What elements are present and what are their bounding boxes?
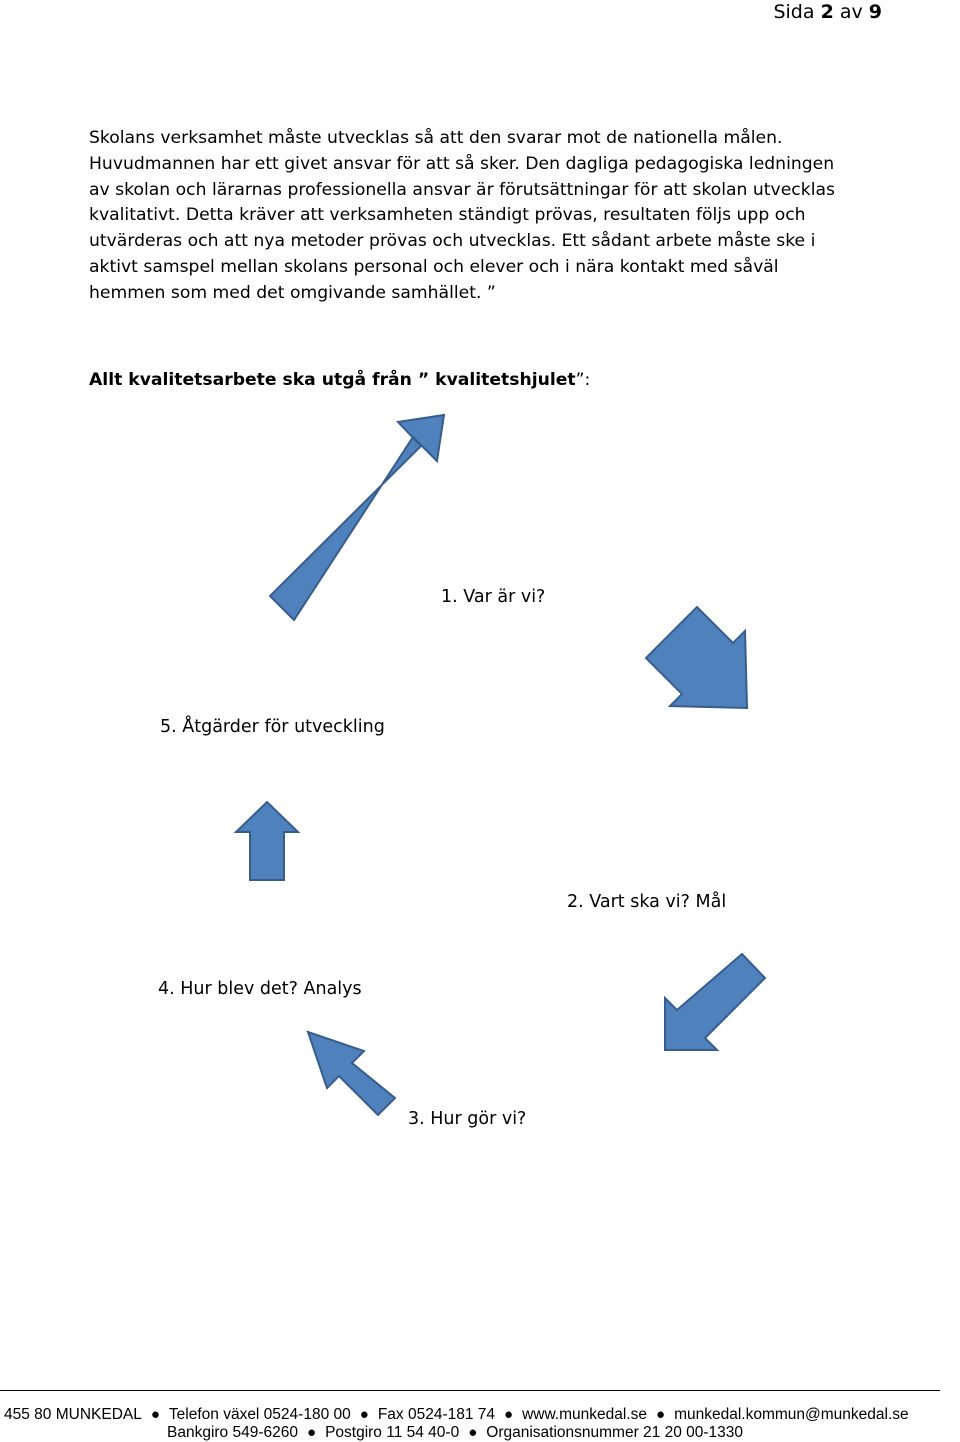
bullet-icon: ● [504,1406,514,1423]
bullet-icon: ● [150,1406,160,1423]
footer-website: www.munkedal.se [522,1406,647,1423]
paragraph-line: aktivt samspel mellan skolans personal och elever och i nära kontakt med såväl [89,256,779,277]
wheel-step-2: 2. Vart ska vi? Mål [567,892,727,912]
footer-phone: Telefon växel 0524-180 00 [168,1406,351,1423]
footer-email: munkedal.kommun@munkedal.se [674,1406,909,1423]
paragraph-line: kvalitativt. Detta kräver att verksamheten ständigt prövas, resultaten följs upp och [89,205,806,226]
paragraph-line: hemmen som med det omgivande samhället. ” [89,282,496,303]
page-number-current: 2 [820,1,834,23]
footer-line-1 [4,1405,909,1424]
arrow-up-left-icon [308,1032,395,1115]
bullet-icon: ● [656,1406,666,1423]
heading-text: Allt kvalitetsarbete ska utgå från ” kvalitetshjulet [89,370,576,390]
page-number-prefix: Sida [773,1,821,23]
footer-org-number: Organisationsnummer 21 20 00-1330 [486,1424,744,1441]
footer-bankgiro: Bankgiro 549-6260 [167,1424,298,1441]
page-number-middle: av [833,1,869,23]
footer-divider [0,1390,940,1391]
arrow-down-right-icon [646,607,747,708]
wheel-step-4: 4. Hur blev det? Analys [158,979,362,999]
footer-fax: Fax 0524-181 74 [377,1406,496,1423]
arrow-up-right-icon [270,415,444,620]
heading-after: ”: [575,370,591,390]
footer-line-2 [167,1423,743,1442]
bullet-icon: ● [468,1424,478,1441]
paragraph-line: av skolan och lärarnas professionella ansvar är förutsättningar för att skolan utvecklas [89,179,835,200]
footer-postgiro: Postgiro 11 54 40-0 [325,1424,460,1441]
footer-address: 455 80 MUNKEDAL [4,1406,142,1423]
bullet-icon: ● [307,1424,317,1441]
paragraph-line: utvärderas och att nya metoder prövas och utvecklas. Ett sådant arbete måste ske i [89,231,816,252]
arrow-up-icon [236,802,298,880]
wheel-step-1: 1. Var är vi? [441,587,546,607]
wheel-step-3: 3. Hur gör vi? [408,1109,527,1129]
bullet-icon: ● [359,1406,369,1423]
paragraph-line: Skolans verksamhet måste utvecklas så att den svarar mot de nationella målen. [89,128,783,148]
paragraph-line: Huvudmannen har ett givet ansvar för att så sker. Den dagliga pedagogiska ledningen [89,153,835,174]
arrow-down-left-icon [665,954,765,1050]
page-number-total: 9 [868,1,882,23]
wheel-step-5: 5. Åtgärder för utveckling [160,717,385,737]
